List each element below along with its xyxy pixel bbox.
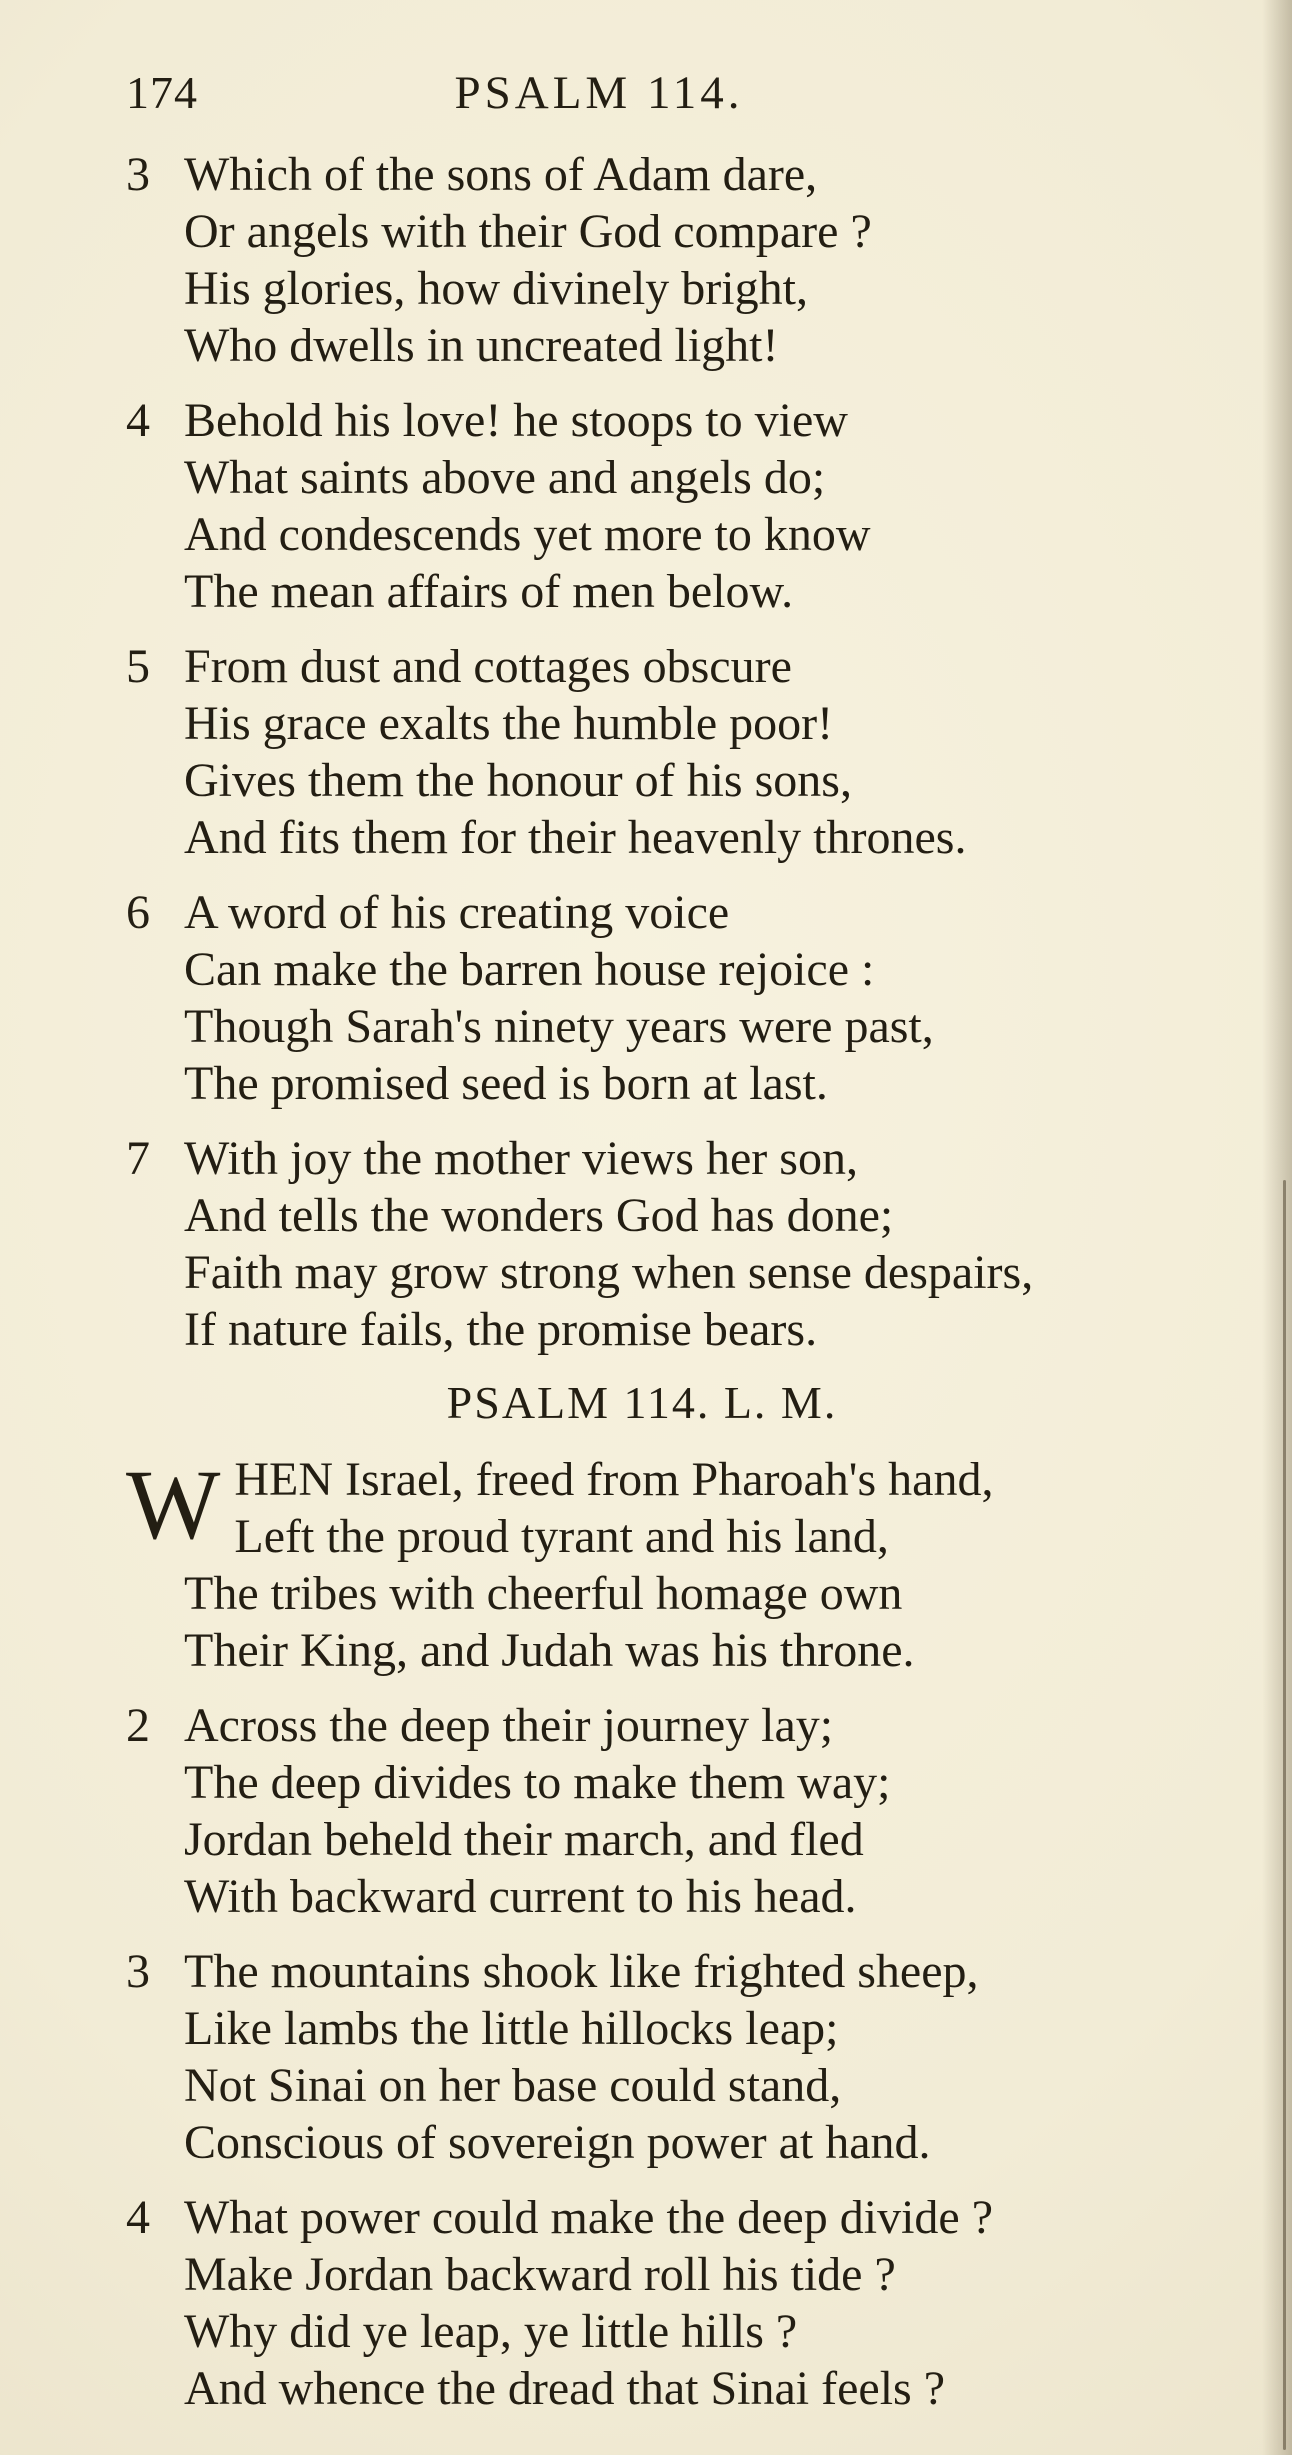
verse-number: 5 [126, 640, 150, 693]
verse-line-text: And whence the dread that Sinai feels ? [184, 2362, 946, 2415]
verse-line-text: Jordan beheld their march, and fled [184, 1813, 864, 1866]
dropcap-lines [126, 1451, 1222, 1565]
verse-line-text: His glories, how divinely bright, [184, 262, 808, 315]
drop-cap-letter: W [126, 1449, 221, 1560]
stanza-dropcap [126, 1451, 1222, 1679]
verse-line-text: With joy the mother views her son, [184, 1132, 858, 1185]
stanza [126, 1697, 1222, 1925]
verse-line-text: Faith may grow strong when sense despairs, [184, 1246, 1034, 1299]
verse-first-line [126, 2189, 1222, 2246]
verse-line-text: And condescends yet more to know [184, 508, 871, 561]
verse-line-text: What saints above and angels do; [184, 451, 826, 504]
verse-first-line [126, 392, 1222, 449]
psalm-continuation [126, 146, 1222, 1358]
verse-first-line [126, 1697, 1222, 1754]
stanza [126, 392, 1222, 620]
verse-number: 4 [126, 2191, 150, 2244]
verse-first-line [126, 1943, 1222, 2000]
verse-line-text: And fits them for their heavenly thrones. [184, 811, 967, 864]
verse-line-text: What power could make the deep divide ? [184, 2191, 994, 2244]
running-title: PSALM 114. [454, 67, 744, 119]
stanza [126, 1943, 1222, 2171]
verse-first-line [126, 638, 1222, 695]
verse-line-text: Left the proud tyrant and his land, [234, 1510, 889, 1563]
verse-line-text: Who dwells in uncreated light! [184, 319, 779, 372]
verse-number: 3 [126, 148, 150, 201]
stanza [126, 146, 1222, 374]
verse-line-text: And tells the wonders God has done; [184, 1189, 894, 1242]
psalm-114-lm [126, 1451, 1222, 2417]
stanza [126, 638, 1222, 866]
verse-number: 2 [126, 1699, 150, 1752]
verse-line-text: From dust and cottages obscure [184, 640, 792, 693]
verse-line-text: Across the deep their journey lay; [184, 1699, 834, 1752]
verse-line-text: Conscious of sovereign power at hand. [184, 2116, 931, 2169]
verse-line-text: The mean affairs of men below. [184, 565, 794, 618]
stanza [126, 1130, 1222, 1358]
verse-line-text: His grace exalts the humble poor! [184, 697, 834, 750]
verse-line-text: Can make the barren house rejoice : [184, 943, 875, 996]
verse-line-text: The deep divides to make them way; [184, 1756, 891, 1809]
page-header [126, 66, 1222, 128]
verse-line-text: Behold his love! he stoops to view [184, 394, 848, 447]
verse-line-text: With backward current to his head. [184, 1870, 857, 1923]
verse-line-text: Gives them the honour of his sons, [184, 754, 852, 807]
verse-line-text: Their King, and Judah was his throne. [184, 1624, 915, 1677]
verse-number: 7 [126, 1132, 150, 1185]
verse-first-line [126, 884, 1222, 941]
verse-number: 4 [126, 394, 150, 447]
verse-line-text: The promised seed is born at last. [184, 1057, 828, 1110]
psalm-heading: PSALM 114. L. M. [446, 1377, 838, 1428]
verse-line-text: Like lambs the little hillocks leap; [184, 2002, 839, 2055]
stanza [126, 884, 1222, 1112]
verse-line-text: HEN Israel, freed from Pharoah's hand, [234, 1453, 994, 1506]
verse-line-text: Which of the sons of Adam dare, [184, 148, 818, 201]
verse-first-line [126, 1130, 1222, 1187]
verse-line-text: If nature fails, the promise bears. [184, 1303, 818, 1356]
verse-line-text: The mountains shook like frighted sheep, [184, 1945, 979, 1998]
verse-line-text: Or angels with their God compare ? [184, 205, 872, 258]
stanza [126, 2189, 1222, 2417]
verse-line-text: Make Jordan backward roll his tide ? [184, 2248, 896, 2301]
verse-number: 6 [126, 886, 150, 939]
verse-first-line [126, 146, 1222, 203]
verse-line-text: The tribes with cheerful homage own [184, 1567, 903, 1620]
page-number: 174 [126, 67, 198, 118]
verse-line-text: A word of his creating voice [184, 886, 730, 939]
verse-number: 3 [126, 1945, 150, 1998]
verse-line-text: Not Sinai on her base could stand, [184, 2059, 842, 2112]
verse-line-text: Though Sarah's ninety years were past, [184, 1000, 934, 1053]
verse-line-text: Why did ye leap, ye little hills ? [184, 2305, 798, 2358]
